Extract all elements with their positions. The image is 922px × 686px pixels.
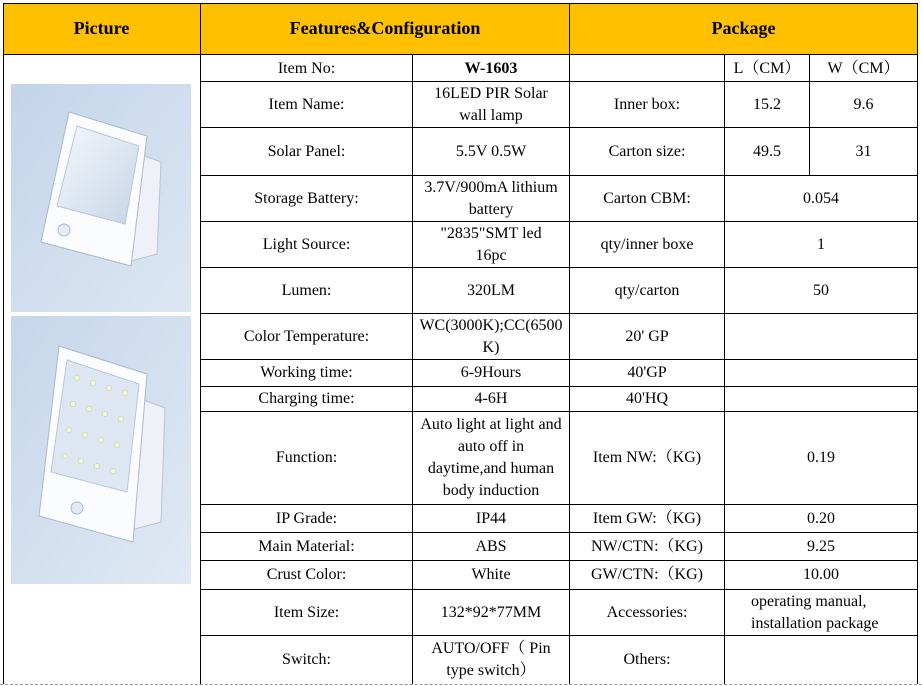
feature-crust-color-value: White [471, 566, 511, 583]
feature-ip-grade-label: IP Grade: [275, 509, 338, 527]
feature-solar-panel-label: Solar Panel: [267, 142, 346, 160]
grid-line [200, 127, 918, 128]
feature-function-label: Function: [275, 449, 338, 466]
pkg-gw-ctn-label: GW/CTN:（KG) [591, 566, 703, 583]
grid-line [200, 635, 918, 636]
feature-lumen-label: Lumen: [281, 281, 332, 299]
feature-item-name-label: Item Name: [268, 95, 345, 113]
pkg-nw-ctn-label: NW/CTN:（KG) [591, 537, 703, 555]
page-break-line [0, 684, 922, 685]
grid-line [3, 3, 4, 684]
grid-line [200, 3, 201, 684]
pkg-nw-ctn-value: 9.25 [807, 537, 835, 555]
feature-ip-grade-value: IP44 [475, 509, 507, 527]
grid-line [200, 504, 918, 505]
grid-line [200, 411, 918, 412]
pkg-carton-cbm-value: 0.054 [803, 189, 839, 207]
pkg-40hq-label: 40'HQ [626, 390, 668, 407]
feature-switch-label: Switch: [282, 651, 331, 668]
feature-main-material-label: Main Material: [258, 537, 355, 555]
item-no-label: Item No: [277, 59, 336, 77]
feature-crust-color-label: Crust Color: [266, 566, 347, 583]
pkg-width-header: W（CM） [827, 59, 900, 77]
grid-line [200, 221, 918, 222]
grid-line [3, 3, 918, 4]
pkg-20gp-label: 20' GP [625, 327, 669, 345]
feature-lumen-value: 320LM [467, 281, 515, 299]
pkg-item-nw-label: Item NW:（KG) [592, 449, 702, 466]
header-features: Features&Configuration [201, 3, 569, 54]
pkg-qty-carton-label: qty/carton [614, 281, 680, 299]
grid-line [200, 267, 918, 268]
product-photo-front [11, 84, 191, 312]
feature-charging-time-label: Charging time: [258, 390, 355, 407]
pkg-qty-inner-box-label: qty/inner boxe [600, 235, 694, 253]
pkg-40gp-value [725, 360, 917, 386]
feature-storage-battery-value: 3.7V/900mA lithium battery [424, 178, 558, 218]
header-package: Package [570, 3, 917, 54]
feature-switch-value: AUTO/OFF（ Pin type switch） [431, 640, 551, 679]
pkg-carton-cbm-label: Carton CBM: [603, 189, 691, 207]
pkg-item-gw-value: 0.20 [807, 509, 835, 527]
grid-line [200, 386, 918, 387]
pkg-inner-box-length: 15.2 [753, 95, 781, 113]
grid-line [724, 54, 725, 684]
grid-line [200, 81, 918, 82]
product-photo-leds [11, 316, 191, 584]
grid-line [200, 359, 918, 360]
pkg-carton-size-width: 31 [855, 142, 872, 160]
grid-line [809, 54, 810, 175]
header-picture: Picture [3, 3, 200, 54]
pkg-20gp-value [725, 314, 917, 359]
feature-color-temperature-label: Color Temperature: [243, 327, 370, 345]
pkg-inner-box-width: 9.6 [853, 95, 874, 113]
grid-line [917, 3, 918, 684]
pkg-accessories-value: operating manual, installation package [751, 592, 879, 632]
grid-line [3, 54, 918, 55]
item-no-value: W-1603 [464, 59, 518, 77]
pkg-item-gw-label: Item GW:（KG) [592, 509, 702, 527]
feature-solar-panel-value: 5.5V 0.5W [455, 142, 527, 160]
grid-line [200, 175, 918, 176]
pkg-carton-size-label: Carton size: [608, 142, 686, 160]
feature-storage-battery-label: Storage Battery: [254, 189, 359, 207]
pkg-inner-box-label: Inner box: [613, 95, 681, 113]
feature-color-temperature-value: WC(3000K);CC(6500K) [419, 316, 563, 356]
grid-line [569, 3, 570, 684]
grid-line [412, 54, 413, 684]
pkg-others-value [725, 636, 917, 684]
feature-main-material-value: ABS [475, 537, 507, 555]
pkg-others-label: Others: [623, 651, 671, 668]
feature-working-time-value: 6-9Hours [460, 364, 522, 381]
feature-charging-time-value: 4-6H [474, 390, 508, 407]
pkg-qty-inner-box-value: 1 [817, 235, 825, 253]
feature-function-value: Auto light at light and auto off in daytime,and human body induction [420, 416, 562, 499]
grid-line [200, 532, 918, 533]
feature-light-source-label: Light Source: [262, 235, 351, 253]
pkg-accessories-label: Accessories: [606, 603, 688, 621]
pkg-40hq-value [725, 387, 917, 411]
pkg-carton-size-length: 49.5 [753, 142, 781, 160]
feature-light-source-value: "2835"SMT led 16pc [440, 224, 542, 264]
pkg-item-nw-value: 0.19 [807, 449, 835, 466]
grid-line [200, 589, 918, 590]
feature-item-size-label: Item Size: [273, 603, 340, 621]
grid-line [200, 560, 918, 561]
pkg-gw-ctn-value: 10.00 [803, 566, 839, 583]
pkg-40gp-label: 40'GP [627, 364, 667, 381]
feature-item-name-value: 16LED PIR Solar wall lamp [434, 84, 548, 124]
pkg-qty-carton-value: 50 [813, 281, 829, 299]
feature-working-time-label: Working time: [260, 364, 353, 381]
pkg-length-header: L（CM） [733, 59, 801, 77]
feature-item-size-value: 132*92*77MM [440, 603, 542, 621]
grid-line [200, 313, 918, 314]
